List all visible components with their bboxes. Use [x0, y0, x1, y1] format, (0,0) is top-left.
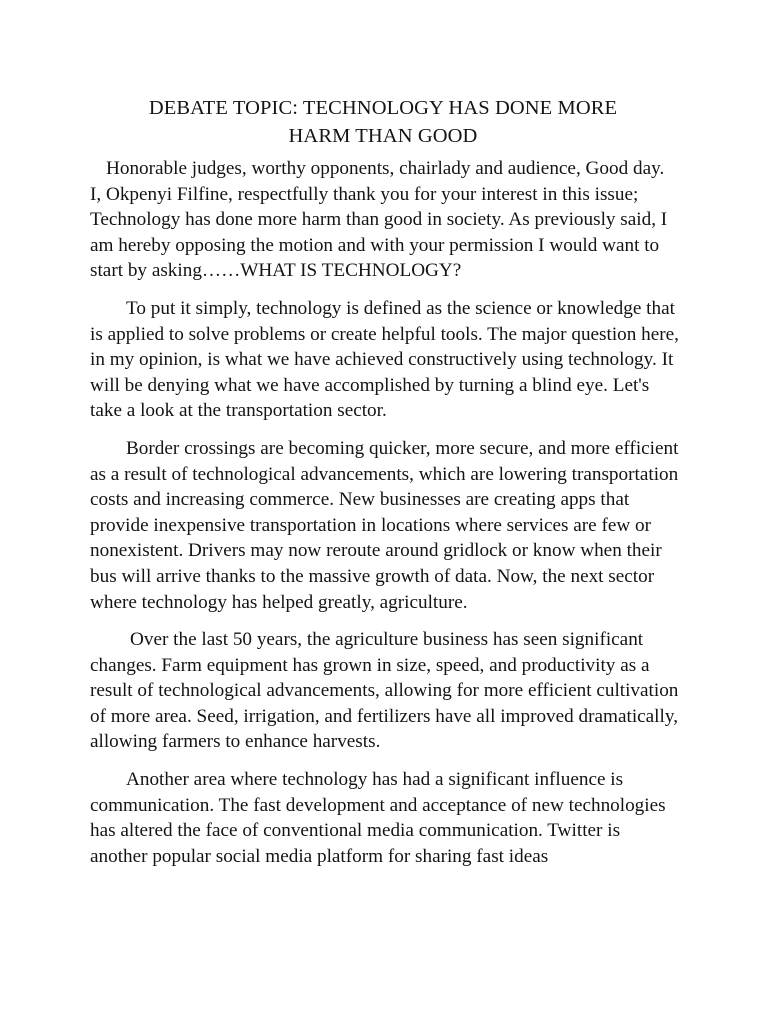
document-page — [90, 94, 680, 869]
document-title-line-1: DEBATE TOPIC: TECHNOLOGY HAS DONE MORE — [148, 97, 618, 119]
paragraph-transportation: Border crossings are becoming quicker, more secure, and more efficient as a result of technological advancements, which are lowering transportation costs and increasing commerce. New businesses are creating apps that provide inexpensive transportation in locations where services are few or nonexistent. Drivers may now reroute around gridlock or know when their bus will arrive thanks to the massive growth of data. Now, the next sector where technology has helped greatly, agriculture. — [90, 437, 679, 613]
paragraph-agriculture: Over the last 50 years, the agriculture business has seen significant changes. Farm equipment has grown in size, speed, and productivity as a result of technological advancements, allowing for more efficient cultivation of more area. Seed, irrigation, and fertilizers have all improved dramatically, allowing farmers to enhance harvests. — [90, 629, 679, 753]
document-title — [86, 94, 680, 150]
paragraph-communication: Another area where technology has had a significant influence is communication. The fast development and acceptance of new technologies has altered the face of conventional media communication. Twitter is another popular social media platform for sharing fast ideas — [90, 769, 666, 867]
paragraph-introduction: Honorable judges, worthy opponents, chairlady and audience, Good day. I, Okpenyi Filfine, respectfully thank you for your interest in this issue; Technology has done more harm than good in society. As previously said, I am hereby opposing the motion and with your permission I would want to start by asking……WHAT IS TECHNOLOGY? — [90, 158, 668, 282]
document-title-line-2: HARM THAN GOOD — [288, 125, 478, 147]
paragraph-definition: To put it simply, technology is defined as the science or knowledge that is applied to solve problems or create helpful tools. The major question here, in my opinion, is what we have achieved constructively using technology. It will be denying what we have accomplished by turning a blind eye. Let's take a look at the transportation sector. — [90, 297, 679, 422]
